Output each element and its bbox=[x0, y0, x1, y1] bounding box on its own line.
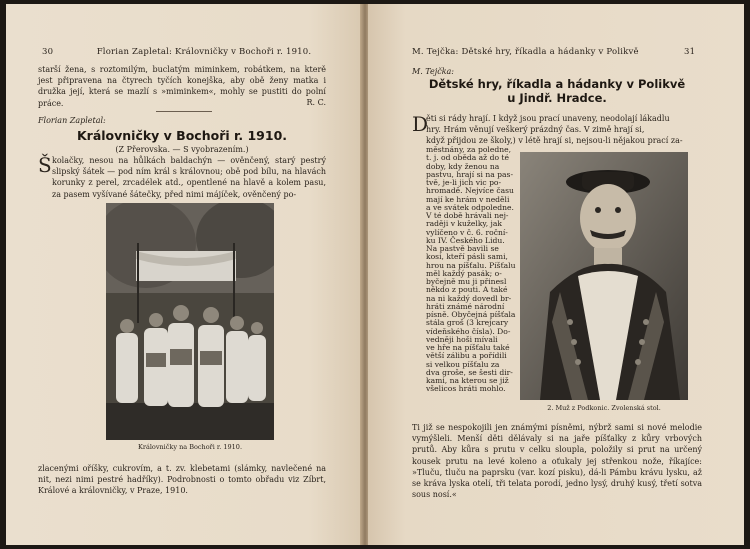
title-line-2: u Jindř. Hradce. bbox=[507, 91, 607, 105]
narrow-column bbox=[426, 146, 518, 394]
top-paragraph: starší žena, s roztomilým, buclatým miminkem, robátkem, na kterě jest připravena na čtyrech tyčích konejška, aby obě ženy matka i družka její, která se mazlí s »miminkem«, mohly se pustiti do polní práce. bbox=[38, 65, 326, 108]
column-line-7: tvě, je-li jich vic po- bbox=[426, 178, 502, 187]
column-line-26: vedněji hoši mívali bbox=[426, 334, 498, 344]
article-author: Florian Zapletal: bbox=[38, 116, 106, 125]
photo-kralovnicky-image bbox=[106, 203, 274, 440]
article-title: Královničky v Bochoři r. 1910. bbox=[76, 128, 288, 143]
photo-kralovnicky bbox=[106, 203, 274, 440]
title-line-1: Dětské hry, říkadla a hádanky v Polikvě bbox=[428, 77, 686, 91]
column-line-17: hrou na píšťalu. Píšťalu bbox=[426, 260, 516, 270]
article-title bbox=[412, 77, 702, 105]
column-line-20: někdo z pouti. A také bbox=[426, 285, 508, 295]
column-line-13: vylíčeno v č. 6. roční- bbox=[426, 227, 508, 237]
column-line-11: V té době hrávali nej- bbox=[426, 211, 509, 220]
column-line-8: hromadě. Nejvíce času bbox=[426, 186, 514, 196]
figure-caption: 2. Muž z Podkonic. Zvolenská stol. bbox=[547, 404, 661, 412]
column-line-30: dva groše, se šesti dir- bbox=[426, 367, 513, 377]
article-author: M. Tejčka: bbox=[412, 67, 454, 76]
column-line-5: doby, kdy ženou na bbox=[426, 161, 500, 171]
column-line-29: si velkou píšťalu za bbox=[426, 359, 500, 369]
intro-paragraph: kolačky, nesou na hůlkách baldachýn — ověnčený, starý pestrý slipský šátek — pod ním král s královnou; obě pod bílu, na hlavách korunky z perel, zrcadélek atd., opentlené na hlavě a kolem pasu, za pasem vyšívané šátečky, před nimi májíček, ověnčený po- bbox=[52, 156, 326, 199]
column-line-1: hry. Hrám věnují veškerý prázdný čas. V zimě hrají si, bbox=[426, 125, 645, 134]
bottom-paragraph: Ti již se nespokojili jen známými písněmi, nýbrž sami si nové melodie vymýšleli. Menší děti dělávaly si na jaře píšťalky z kůry vrbových prutů. Aby kůra s prutu v celku sloupla, položily si prut na určený kousek prutu na levé koleno a oťukaly jej střenkou nože, říkajíce: »Tluču, tluču na paprsku (var. kozí pisku), dá-li Pámbu krávu lysku, až se kráva lyska otelí, tři telata porodí, jedno lysý, druhý kusý, třetí sotva sous nosí.« bbox=[412, 423, 702, 500]
bottom-paragraph: zlacenými oříšky, cukrovím, a t. zv. klebetami (slámky, navlečené na nit, nezi nimi pestré hadříky). Podrobnosti o tomto obřadu viz Zíbrt, Králové a královničky, v Praze, 1910. bbox=[38, 464, 326, 496]
page-number: 31 bbox=[684, 47, 696, 57]
column-line-12: raději v kuželky, jak bbox=[426, 219, 503, 229]
column-line-23: písně. Obyčejná píšťala bbox=[426, 310, 516, 319]
column-line-24: stála groš (3 krejcary bbox=[426, 318, 509, 328]
running-head: M. Tejčka: Dětské hry, říkadla a hádanky v Polikvě bbox=[412, 47, 639, 57]
column-line-27: ve hře na píšťalu také bbox=[426, 343, 510, 352]
right-page bbox=[368, 4, 744, 545]
article-subtitle: (Z Přerovska. — S vyobrazením.) bbox=[115, 145, 249, 154]
book-spread bbox=[6, 4, 744, 545]
column-line-0: ěti si rády hrají. I když jsou prací unaveny, neodolají lákadlu bbox=[426, 114, 670, 123]
figure-caption: Královničky na Bochoři r. 1910. bbox=[137, 443, 243, 451]
left-page bbox=[6, 4, 362, 545]
column-line-19: byčejně mu ji přinesl bbox=[426, 277, 507, 286]
photo-muz-z-podkonic bbox=[520, 152, 688, 400]
column-line-16: kosi, kteří pásli sami, bbox=[426, 252, 508, 262]
signature: R. C. bbox=[306, 98, 326, 107]
column-line-14: ku IV. Českého Lidu. bbox=[426, 235, 505, 245]
column-line-4: t. j. od oběda až do té bbox=[426, 153, 509, 163]
column-line-22: hráti známé národní bbox=[426, 301, 505, 311]
column-line-6: pastvu, hrají si na pas- bbox=[426, 169, 514, 179]
column-line-15: Na pastvě bavili se bbox=[426, 244, 499, 253]
drop-cap: D bbox=[412, 112, 429, 136]
column-line-21: na ni každý dovedl br- bbox=[426, 293, 512, 303]
running-head: Florian Zapletal: Královničky v Bochoři r. 1910. bbox=[96, 47, 312, 57]
column-line-2: když přijdou ze školy,) v létě hrají si, nejsou-li nějakou prací za- bbox=[426, 136, 683, 145]
column-line-28: větší zálibu a pořídili bbox=[426, 351, 507, 361]
column-line-3: městnány, za poledne, bbox=[426, 145, 512, 154]
column-line-31: kami, na kterou se již bbox=[426, 376, 509, 385]
photo-muz-image bbox=[520, 152, 688, 400]
drop-cap: Š bbox=[38, 153, 52, 177]
column-line-25: vídeňského čísla). Do- bbox=[426, 326, 511, 336]
column-line-18: měl každý pasák; o- bbox=[426, 268, 502, 278]
page-number: 30 bbox=[42, 47, 54, 57]
column-line-10: a ve svátek odpoledne. bbox=[426, 202, 514, 212]
column-line-9: mají ke hrám v neděli bbox=[426, 194, 510, 204]
column-line-32: všelicos hráti mohlo. bbox=[426, 384, 506, 394]
divider bbox=[156, 111, 212, 112]
